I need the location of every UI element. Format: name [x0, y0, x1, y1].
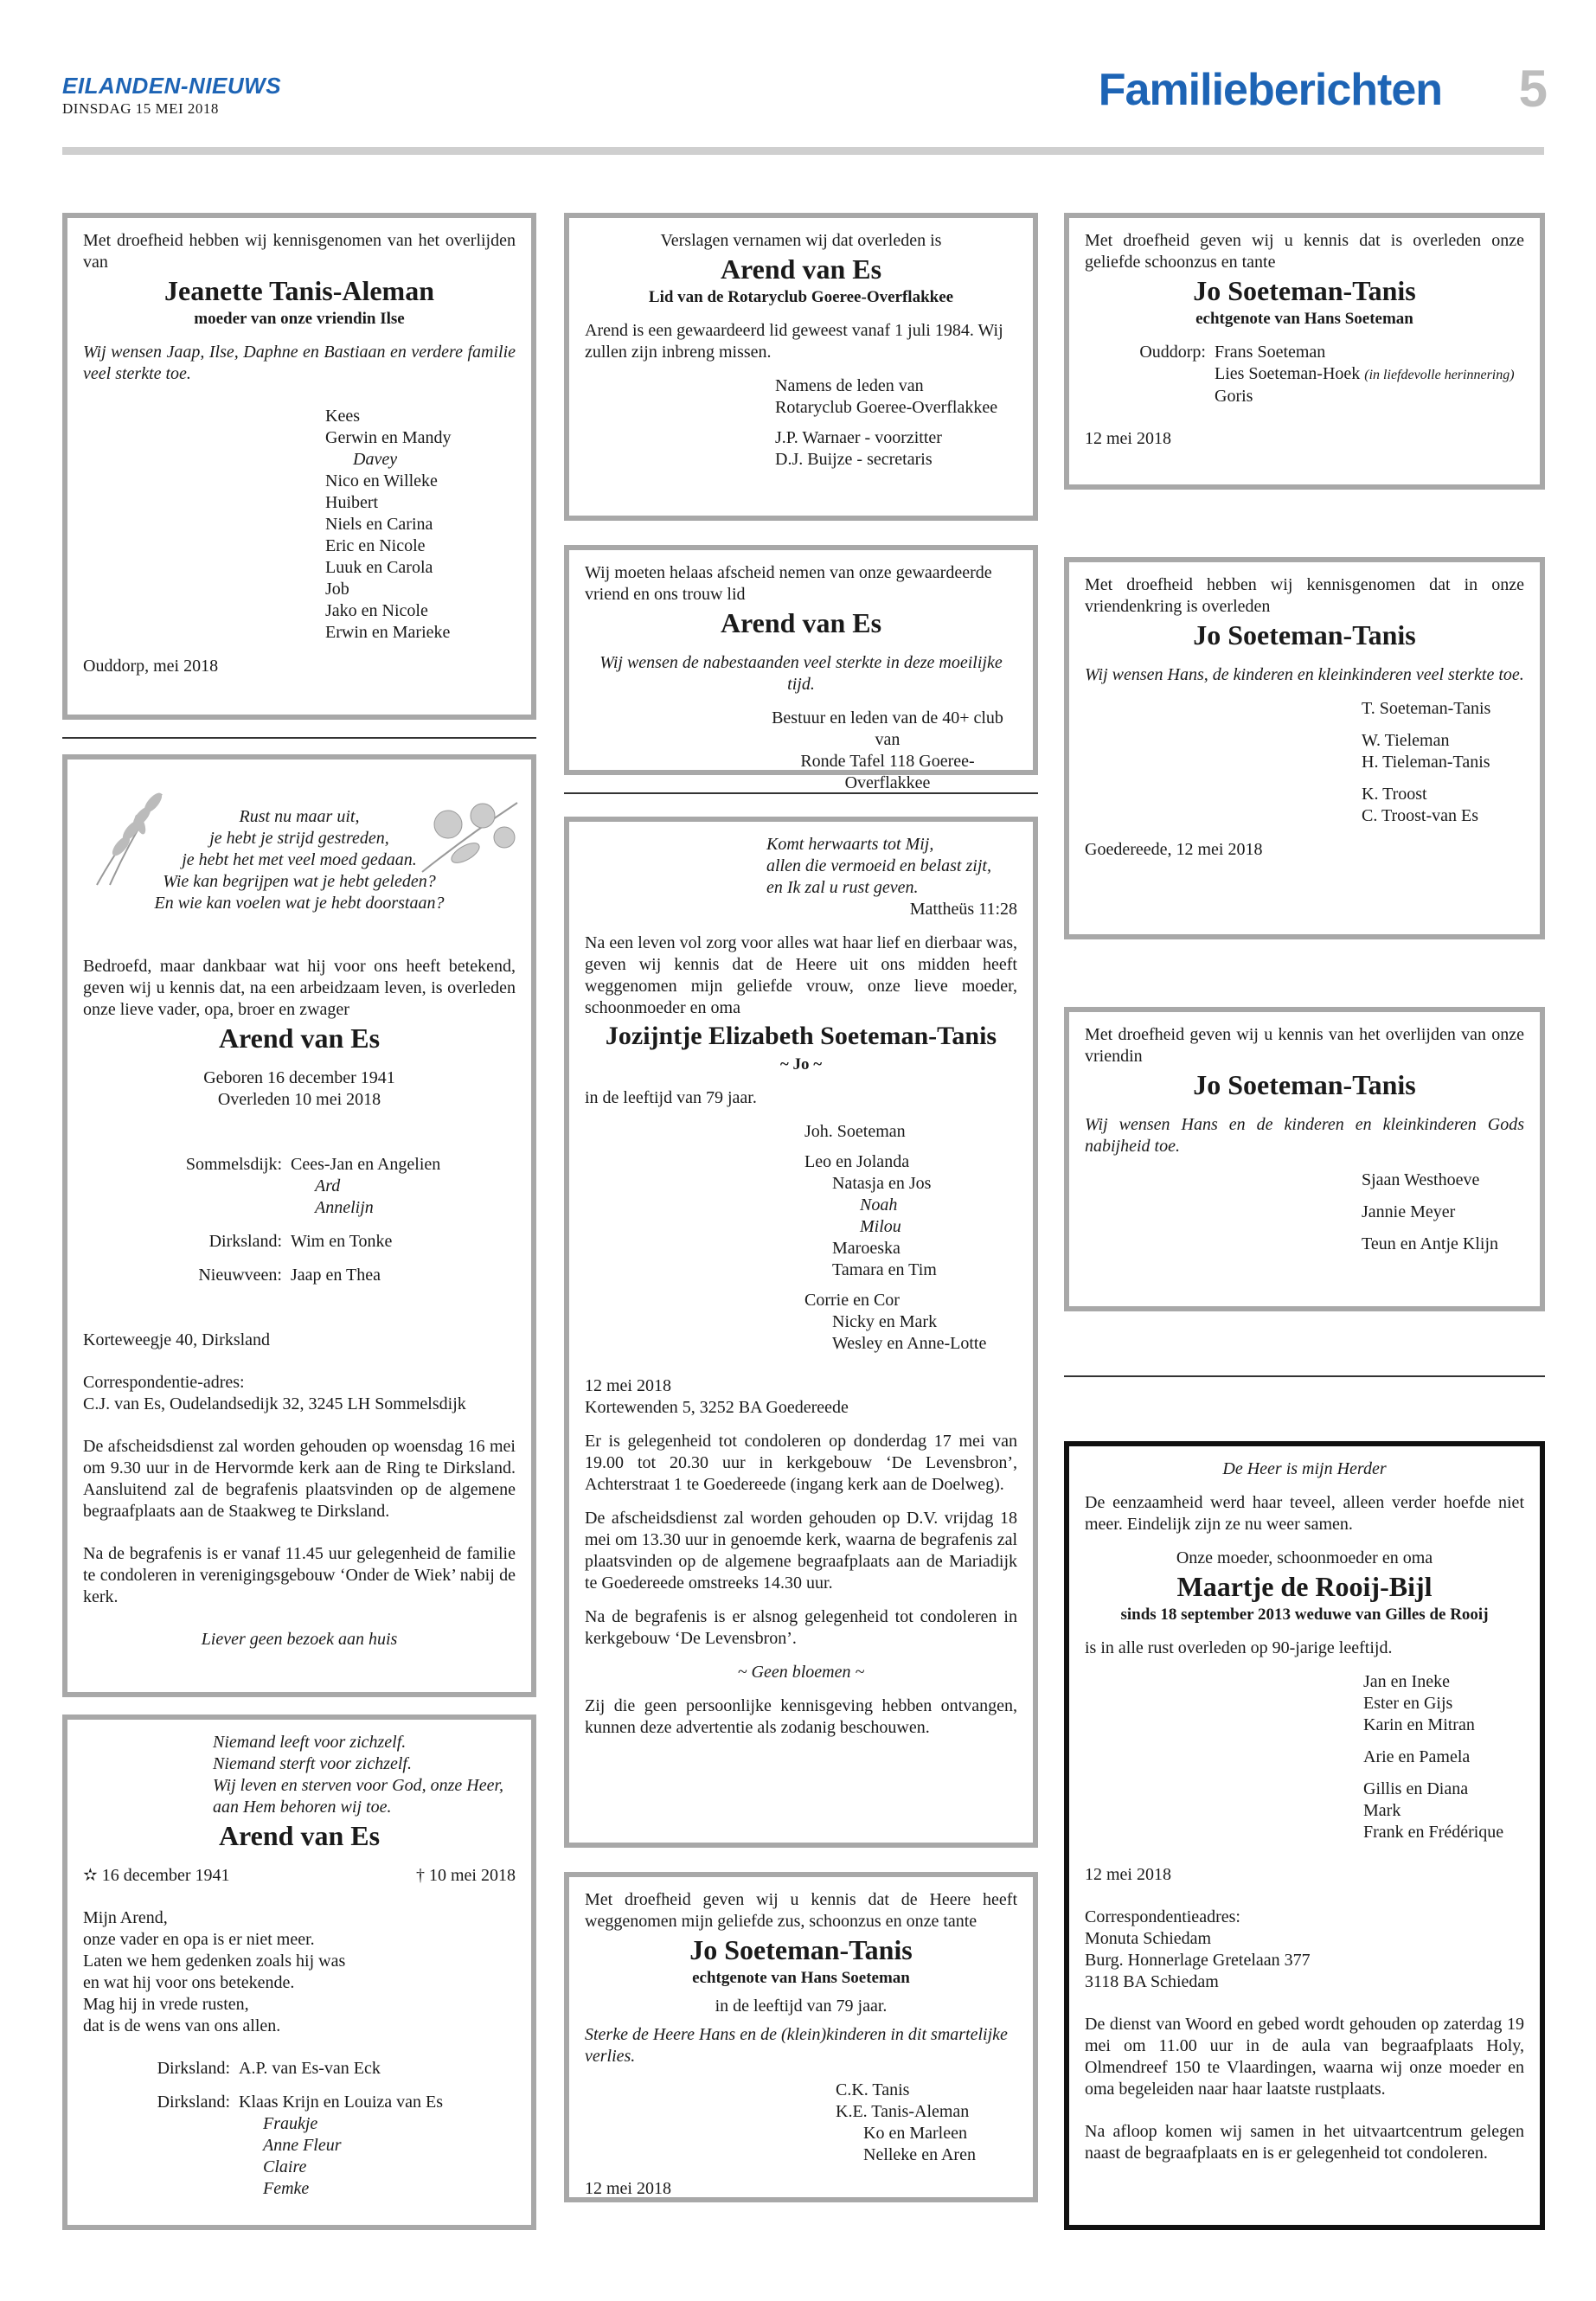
ad-date: 12 mei 2018 — [585, 1376, 671, 1395]
deceased-name: Arend van Es — [720, 607, 882, 638]
ad-jo-soeteman-tanis-vriendenkring — [1064, 557, 1545, 939]
ad-jo-soeteman-tanis-family — [564, 1872, 1038, 2202]
after-burial-info: Na de begrafenis is er alsnog gelegenheid tot condoleren in kerkgebouw ‘De Levensbron’. — [585, 1607, 1017, 1648]
deceased-name: Arend van Es — [720, 253, 882, 285]
ad-note: Liever geen bezoek aan huis — [201, 1630, 398, 1649]
deceased-name: Jo Soeteman-Tanis — [1193, 1069, 1416, 1100]
home-address: Korteweegje 40, Dirksland — [83, 1330, 271, 1349]
death-date: † 10 mei 2018 — [416, 1866, 516, 1885]
deceased-name: Jo Soeteman-Tanis — [1193, 619, 1416, 651]
ad-motto: De Heer is mijn Herder — [1222, 1459, 1387, 1478]
deceased-name: Maartje de Rooij-Bijl — [1176, 1571, 1433, 1602]
correspondence-address: C.J. van Es, Oudelandsedijk 32, 3245 LH Sommelsdijk — [83, 1394, 466, 1413]
flower-illustration — [413, 785, 526, 881]
column-rule — [564, 792, 1038, 794]
ad-jeanette-tanis-aleman — [62, 213, 536, 720]
ad-wish: Wij wensen Hans, de kinderen en kleinkinderen veel sterkte toe. — [1085, 665, 1524, 684]
notice-text: Zij die geen persoonlijke kennisgeving hebben ontvangen, kunnen deze advertentie als zodanig beschouwen. — [585, 1696, 1017, 1737]
deceased-name: Jeanette Tanis-Aleman — [164, 275, 434, 306]
correspondence-address: 3118 BA Schiedam — [1085, 1972, 1219, 1991]
signatory: Niels en Carina — [325, 515, 433, 534]
deceased-name: Jo Soeteman-Tanis — [1193, 275, 1416, 306]
ad-wish: Wij wensen de nabestaanden veel sterkte in deze moeilijke tijd. — [599, 653, 1003, 694]
signatory: Huibert — [325, 493, 379, 512]
ad-message: Mijn Arend, onze vader en opa is er niet meer. Laten we hem gedenken zoals hij was en wat hij voor ons betekende. Mag hij in vrede rusten, dat is de wens van ons allen. — [83, 1908, 346, 2035]
ad-footer: Goedereede, 12 mei 2018 — [1085, 840, 1263, 859]
ad-subtitle: sinds 18 september 2013 weduwe van Gilles de Rooij — [1120, 1606, 1489, 1624]
home-address: Kortewenden 5, 3252 BA Goedereede — [585, 1398, 849, 1417]
ad-intro: Na een leven vol zorg voor alles wat haar lief en dierbaar was, geven wij kennis dat de Heere uit ons midden heeft weggenomen mijn geliefde vrouw, onze lieve moeder, schoonmoeder en oma — [585, 933, 1017, 1017]
ad-arend-van-es-ronde-tafel — [564, 545, 1038, 792]
birth-date: Geboren 16 december 1941 — [203, 1068, 395, 1087]
correspondence-label: Correspondentie-adres: — [83, 1373, 245, 1392]
no-flowers-note: ~ Geen bloemen ~ — [737, 1663, 865, 1682]
wheat-sprig-illustration — [80, 785, 175, 889]
ad-subtitle: echtgenote van Hans Soeteman — [692, 1969, 910, 1987]
column-rule — [1064, 1375, 1545, 1377]
column-rule — [62, 737, 536, 739]
ad-subtitle: echtgenote van Hans Soeteman — [1195, 310, 1413, 328]
ad-subtitle: moeder van onze vriendin Ilse — [194, 310, 405, 328]
correspondence-label: Correspondentieadres: — [1085, 1907, 1240, 1926]
ad-jozijntje-soeteman-tanis — [564, 817, 1038, 1848]
family-list: Dirksland: A.P. van Es-van Eck Dirksland: Klaas Krijn en Louiza van Es Fraukje Anne Fleur Claire Femke — [157, 2059, 444, 2198]
ad-arend-van-es-rotary — [564, 213, 1038, 521]
ad-subtitle: Lid van de Rotaryclub Goeree-Overflakkee — [648, 288, 954, 306]
ad-poem: Rust nu maar uit, je hebt je strijd gestreden, je hebt het met veel moed gedaan. Wie kan begrijpen wat je hebt geleden? En wie kan voelen wat je hebt doorstaan? — [154, 807, 445, 913]
ad-text: Arend is een gewaardeerd lid geweest vanaf 1 juli 1984. Wij zullen zijn inbreng missen. — [585, 321, 1003, 362]
ad-maartje-de-rooij-bijl — [1064, 1441, 1545, 2230]
service-info: De afscheidsdienst zal worden gehouden op woensdag 16 mei om 9.30 uur in de Hervormde kerk aan de Ring te Dirksland. Aansluitend zal de begrafenis plaatsvinden op de algemene begraafplaats aan de Staakweg te Dirksland. — [83, 1437, 516, 1521]
signatory: Kees — [325, 407, 360, 426]
ad-intro: Met droefheid geven wij u kennis van het overlijden van onze vriendin — [1085, 1025, 1524, 1066]
family-list: Ouddorp: Frans Soeteman Lies Soeteman-Hoek (in liefdevolle herinnering) Goris — [1139, 343, 1515, 406]
family-list: Jan en Ineke Ester en Gijs Karin en Mitran Arie en Pamela Gillis en Diana Mark Frank en Frédérique — [1363, 1672, 1504, 1842]
section-title: Familieberichten — [1098, 65, 1442, 115]
ad-poem: Niemand leeft voor zichzelf. Niemand sterft voor zichzelf. Wij leven en sterven voor God, onze Heer, aan Hem behoren wij toe. — [213, 1733, 504, 1817]
ad-date: 12 mei 2018 — [585, 2179, 671, 2198]
signatory: Erwin en Marieke — [325, 623, 451, 642]
ad-wish: Sterke de Heere Hans en de (klein)kinderen in dit smartelijke verlies. — [585, 2025, 1008, 2066]
header-rule — [62, 147, 1544, 155]
deceased-name: Arend van Es — [218, 1820, 381, 1851]
ad-intro: Verslagen vernamen wij dat overleden is — [660, 231, 942, 250]
service-info: De afscheidsdienst zal worden gehouden op D.V. vrijdag 18 mei om 13.30 uur in genoemde kerk, waarna de begrafenis zal plaatsvinden op de algemene begraafplaats aan de Mariadijk te Goedereede omstreeks 14.30 uur. — [585, 1509, 1017, 1593]
ad-intro: Met droefheid hebben wij kennisgenomen dat in onze vriendenkring is overleden — [1085, 575, 1524, 616]
correspondence-address: Burg. Honnerlage Gretelaan 377 — [1085, 1951, 1311, 1970]
deceased-name: Jo Soeteman-Tanis — [689, 1934, 913, 1965]
masthead-logo: EILANDEN-NIEUWS — [62, 73, 282, 99]
ad-wish: Wij wensen Jaap, Ilse, Daphne en Bastiaan en verdere familie veel sterkte toe. — [83, 343, 516, 383]
ad-intro: De eenzaamheid werd haar teveel, alleen verder hoefde niet meer. Eindelijk zijn ze nu weer samen. — [1085, 1493, 1524, 1534]
deceased-name: Jozijntje Elizabeth Soeteman-Tanis — [605, 1022, 997, 1050]
condolence-info: Er is gelegenheid tot condoleren op donderdag 17 mei van 19.00 tot 20.30 uur in kerkgebouw ‘De Levensbron’, Achterstraat 1 te Goedereede (ingang kerk aan de Doelweg). — [585, 1432, 1017, 1494]
signatories: C.K. Tanis K.E. Tanis-Aleman Ko en Marleen Nelleke en Aren — [836, 2080, 976, 2164]
ad-jo-soeteman-tanis-schoonzus — [1064, 213, 1545, 490]
correspondence-address: Monuta Schiedam — [1085, 1929, 1212, 1948]
signatories: Namens de leden van Rotaryclub Goeree-Overflakkee J.P. Warnaer - voorzitter D.J. Buijze - secretaris — [775, 376, 998, 469]
ad-wish: Wij wensen Hans en de kinderen en kleinkinderen Gods nabijheid toe. — [1085, 1115, 1524, 1156]
signatories — [83, 406, 516, 644]
signatories: Sjaan Westhoeve Jannie Meyer Teun en Antje Klijn — [1362, 1170, 1499, 1253]
signatory: Eric en Nicole — [325, 536, 426, 555]
verse-reference: Mattheüs 11:28 — [909, 900, 1017, 919]
relation-line: Onze moeder, schoonmoeder en oma — [1176, 1548, 1433, 1567]
after-service-info: Na afloop komen wij samen in het uitvaartcentrum gelegen naast de begraafplaats en is er gelegenheid tot condoleren. — [1085, 2122, 1524, 2163]
deceased-name: Arend van Es — [218, 1022, 381, 1054]
life-dates — [83, 1865, 516, 1887]
ad-jo-soeteman-tanis-vriendin — [1064, 1007, 1545, 1311]
bible-verse: Komt herwaarts tot Mij, allen die vermoeid en belast zijt, en Ik zal u rust geven. — [766, 835, 991, 897]
age-at-death: is in alle rust overleden op 90-jarige leeftijd. — [1085, 1638, 1393, 1657]
signatory: Gerwin en Mandy — [325, 428, 452, 447]
signatory: Nico en Willeke — [325, 471, 438, 490]
ad-arend-van-es-wife — [62, 1715, 536, 2230]
age-at-death: in de leeftijd van 79 jaar. — [585, 1088, 757, 1107]
family-list: Joh. Soeteman Leo en Jolanda Natasja en Jos Noah Milou Maroeska Tamara en Tim Corrie en Cor Nicky en Mark Wesley en Anne-Lotte — [804, 1122, 987, 1353]
signatories: T. Soeteman-Tanis W. Tieleman H. Tieleman-Tanis K. Troost C. Troost-van Es — [1362, 699, 1491, 825]
signatory: Jako en Nicole — [325, 601, 428, 620]
ad-arend-van-es-family — [62, 754, 536, 1697]
page-number: 5 — [1518, 60, 1548, 118]
birth-date: ✫ 16 december 1941 — [83, 1866, 230, 1885]
signatories: Bestuur en leden van de 40+ club van Ronde Tafel 118 Goeree-Overflakkee — [772, 708, 1003, 792]
nickname: ~ Jo ~ — [779, 1055, 823, 1074]
ad-intro: Bedroefd, maar dankbaar wat hij voor ons heeft betekend, geven wij u kennis dat, na een arbeidzaam leven, is overleden onze lieve vader, opa, broer en zwager — [83, 957, 516, 1019]
ad-footer: Ouddorp, mei 2018 — [83, 657, 219, 676]
death-date: Overleden 10 mei 2018 — [217, 1090, 381, 1109]
family-list: Sommelsdijk: Cees-Jan en Angelien Ard Annelijn Dirksland: Wim en Tonke Nieuwveen: Jaap en Thea — [185, 1155, 441, 1285]
signatory: Davey — [353, 450, 398, 469]
signatory: Luuk en Carola — [325, 558, 433, 577]
service-info: De dienst van Woord en gebed wordt gehouden op zaterdag 19 mei om 11.00 uur in de aula van begraafplaats Holy, Olmendreef 150 te Vlaardingen, waarna wij onze moeder en oma begeleiden naar haar laatste rustplaats. — [1085, 2015, 1524, 2099]
ad-intro: Met droefheid geven wij u kennis dat is overleden onze geliefde schoonzus en tante — [1085, 231, 1524, 272]
ad-date: 12 mei 2018 — [1085, 429, 1171, 448]
issue-date: DINSDAG 15 MEI 2018 — [62, 100, 219, 117]
signatory: Job — [325, 580, 349, 599]
ad-intro: Met droefheid hebben wij kennisgenomen van het overlijden van — [83, 231, 516, 272]
ad-date: 12 mei 2018 — [1085, 1865, 1171, 1884]
condolence-info: Na de begrafenis is er vanaf 11.45 uur gelegenheid de familie te condoleren in verenigingsgebouw ‘Onder de Wiek’ nabij de kerk. — [83, 1544, 516, 1606]
ad-intro: Wij moeten helaas afscheid nemen van onze gewaardeerde vriend en ons trouw lid — [585, 563, 992, 604]
ad-intro: Met droefheid geven wij u kennis dat de Heere heeft weggenomen mijn geliefde zus, schoonzus en onze tante — [585, 1890, 1017, 1931]
age-at-death: in de leeftijd van 79 jaar. — [715, 1997, 888, 2016]
